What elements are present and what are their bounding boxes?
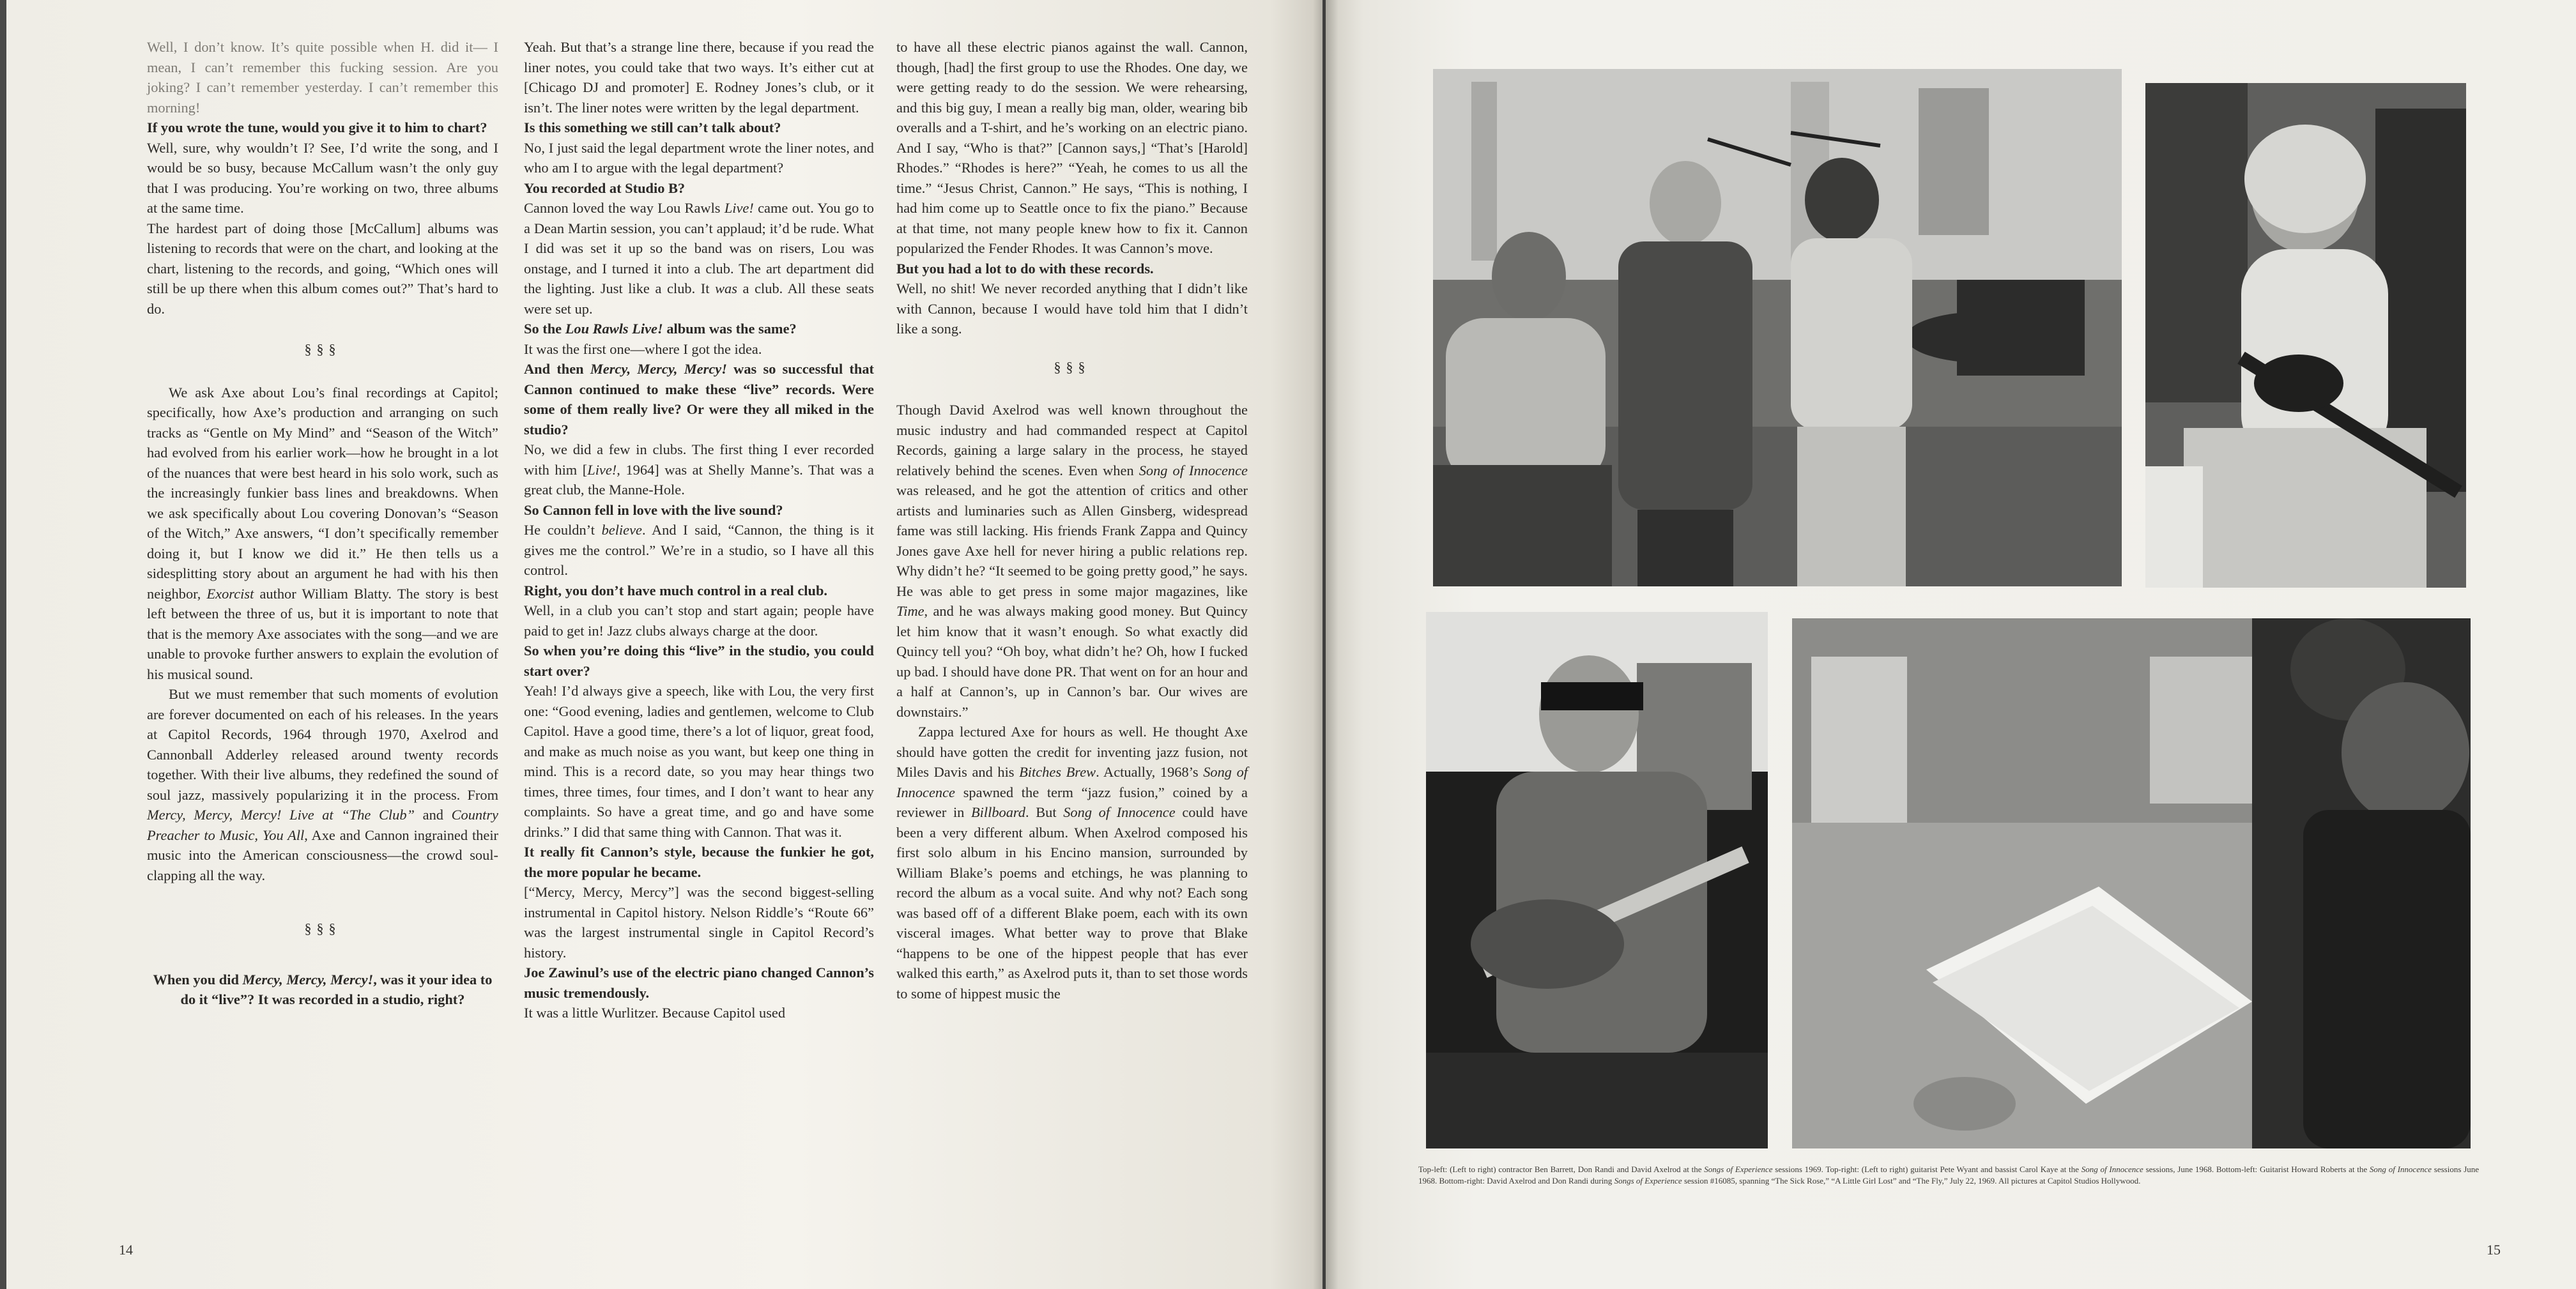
left-page (6, 0, 1322, 1289)
page-number: 15 (2487, 1242, 2501, 1258)
studio-photo-top-right (2145, 83, 2466, 588)
question-text: Joe Zawinul’s use of the electric piano changed Cannon’s music tremendously. (524, 965, 874, 1001)
studio-photo-bottom-left (1426, 612, 1768, 1148)
answer-text: to have all these electric pianos against the wall. Cannon, though, [had] the first group to use the Rhodes. One day, we were getting ready to do the session. We were rehearsing, and this big guy, I mean a really big man, older, wearing bib overalls and a T-shirt, and he’s working on an electric piano. And I say, “Who is that?” [Cannon says,] “That’s [Harold] Rhodes.” “Rhodes is here?” “Yeah, he comes to us all the time.” “Jesus Christ, Cannon.” He says, “This is nothing, I had him come up to Seattle once to fix the piano.” Because at that time, not many people knew how to fix it. Cannon popularized the Fender Rhodes. It was Cannon’s move. (896, 39, 1248, 256)
body-paragraph: Though David Axelrod was well known throughout the music industry and had commanded respect at Capitol Records, gaining a large salary in the process, he stayed relatively behind the scenes. Even when Song of Innocence was released, and he got the attention of critics and other artists and luminaries such as Allen Ginsberg, widespread fame was still lacking. His friends Frank Zappa and Quincy Jones gave Axe hell for never hiring a public relations rep. Why didn’t he? “It seemed to be going pretty good,” he says. He was able to get press in some major magazines, like Time, and he was always making good money. But Quincy let him know that it wasn’t enough. So what exactly did Quincy tell you? “Oh boy, what didn’t he? Oh, how I fucked up bad. I should have done PR. That went on for an hour and a half at Cannon’s, up in Cannon’s bar. Our wives are downstairs.” (896, 402, 1248, 720)
answer-text: No, we did a few in clubs. The first thing I ever recorded with him [Live!, 1964] was at Shelly Manne’s. That was a great club, the Manne-Hole. (524, 441, 874, 498)
question-text: Right, you don’t have much control in a real club. (524, 582, 828, 599)
answer-text: Well, no shit! We never recorded anything that I didn’t like with Cannon, because I would have told him that I didn’t like a song. (896, 280, 1248, 337)
question-text: But you had a lot to do with these records. (896, 260, 1154, 277)
answer-text: [“Mercy, Mercy, Mercy”] was the second biggest-selling instrumental in Capitol history. Nelson Riddle’s “Route 66” was the largest instrumental single in Capitol Record’s history. (524, 884, 874, 961)
book-gutter (1313, 0, 1338, 1289)
studio-photo-top-left (1433, 69, 2122, 586)
answer-text: Cannon loved the way Lou Rawls Live! came out. You go to a Dean Martin session, you can’t applaud; it’d be rude. What I did was set it up so the band was on risers, Lou was onstage, and I turned it into a club. The art department did the lighting. Just like a club. It was a club. All these seats were set up. (524, 200, 874, 317)
section-separator: §§§ (1054, 358, 1091, 375)
answer-text: No, I just said the legal department wrote the liner notes, and who am I to argue with the legal department? (524, 139, 874, 176)
text-column-3 (896, 37, 1248, 1003)
answer-text: Well, I don’t know. It’s quite possible when H. did it— I mean, I can’t remember this fucking session. Are you joking? I can’t remember yesterday. I can’t remember this morning! (147, 39, 498, 116)
question-text: You recorded at Studio B? (524, 179, 686, 196)
question-text: Is this something we still can’t talk about? (524, 119, 781, 135)
page-number: 14 (119, 1242, 133, 1258)
answer-text: The hardest part of doing those [McCallum] albums was listening to records that were on the chart, and looking at the chart, listening to the records, and going, “Which ones will still be up there when this album comes out?” That’s hard to do. (147, 220, 498, 317)
answer-text: It was a little Wurlitzer. Because Capitol used (524, 1005, 786, 1021)
studio-photo-bottom-right (1792, 618, 2471, 1148)
body-paragraph: We ask Axe about Lou’s final recordings at Capitol; specifically, how Axe’s production and arranging on such tracks as “Gentle on My Mind” and “Season of the Witch” had evolved from his earlier work—how he brought in a lot of the nuances that were best heard in his solo work, such as the increasingly funkier bass lines and breakdowns. When we ask specifically about Lou covering Donovan’s “Season of the Witch,” Axe answers, “I don’t specifically remember doing it, but I know we did it.” He then tells us a sidesplitting story about an argument he had with his then neighbor, Exorcist author William Blatty. The story is best left between the three of us, but it is important to note that that is the memory Axe associates with the song—and we are unable to provoke further answers to explain the evolution of his musical sound. (147, 384, 498, 682)
question-text: So Cannon fell in love with the live sound? (524, 501, 783, 518)
photo-caption: Top-left: (Left to right) contractor Ben Barrett, Don Randi and David Axelrod at the Songs of Experience sessions 1969. Top-right: (Left to right) guitarist Pete Wyant and bassist Carol Kaye at the Song of Innocence sessions, June 1968. Bottom-left: Guitarist Howard Roberts at the Song of Innocence sessions June 1968. Bottom-right: David Axelrod and Don Randi during Songs of Experience session #16085, spanning “The Sick Rose,” “A Little Girl Lost” and “The Fly,” July 22, 1969. All pictures at Capitol Studios Hollywood. (1418, 1164, 2480, 1186)
text-column-1 (147, 37, 498, 1010)
section-separator: §§§ (304, 920, 341, 936)
section-separator: §§§ (304, 341, 341, 357)
answer-text: Well, in a club you can’t stop and start again; people have paid to get in! Jazz clubs always charge at the door. (524, 602, 874, 639)
question-text: If you wrote the tune, would you give it to him to chart? (147, 119, 487, 135)
text-column-2 (524, 37, 874, 1023)
question-text: It really fit Cannon’s style, because the funkier he got, the more popular he became. (524, 844, 874, 880)
question-text: And then Mercy, Mercy, Mercy! was so successful that Cannon continued to make these “live” records. Were some of them really live? Or were they all miked in the studio? (524, 361, 874, 438)
question-text: So when you’re doing this “live” in the studio, you could start over? (524, 643, 874, 679)
answer-text: Well, sure, why wouldn’t I? See, I’d write the song, and I would be so busy, because McCallum wasn’t the only guy that I was producing. You’re working on two, three albums at the same time. (147, 139, 498, 216)
answer-text: Yeah! I’d always give a speech, like with Lou, the very first one: “Good evening, ladies and gentlemen, welcome to Club Capitol. Have a good time, there’s a lot of liquor, great food, and make as much noise as you want, but keep one thing in mind. This is a record date, so you may hear things two times, three times, four times, and I don’t want to hear any complaints. So have a great time, and go and have some drinks.” I did that same thing with Cannon. That was it. (524, 683, 874, 840)
answer-text: He couldn’t believe. And I said, “Cannon, the thing is it gives me the control.” We’re in a studio, so I have all this control. (524, 522, 874, 578)
body-paragraph: Zappa lectured Axe for hours as well. He thought Axe should have gotten the credit for inventing jazz fusion, not Miles Davis and his Bitches Brew. Actually, 1968’s Song of Innocence spawned the term “jazz fusion,” coined by a reviewer in Billboard. But Song of Innocence could have been a very different album. When Axelrod composed his first solo album in his Encino mansion, surrounded by William Blake’s poems and etchings, he was planning to record the album as a vocal suite. And why not? Each song was based off of a different Blake poem, each with its own visceral images. What better way to prove that Blake “happens to be one of the hippest people that has ever walked this earth,” as Axelrod puts it, than to set those words to some of hippest music the (896, 724, 1248, 1002)
question-text: When you did Mercy, Mercy, Mercy!, was it your idea to do it “live”? It was recorded in a studio, right? (153, 971, 493, 1007)
body-paragraph: But we must remember that such moments of evolution are forever documented on each of his releases. In the years at Capitol Records, 1964 through 1970, Axelrod and Cannonball Adderley released around twenty records together. With their live albums, they redefined the sound of soul jazz, massively popularizing it in the process. From Mercy, Mercy, Mercy! Live at “The Club” and Country Preacher to Music, You All, Axe and Cannon ingrained their music into the American consciousness—the crowd soul-clapping all the way. (147, 686, 498, 883)
question-text: So the Lou Rawls Live! album was the same? (524, 321, 797, 337)
answer-text: Yeah. But that’s a strange line there, because if you read the liner notes, you could take that two ways. It’s either cut at [Chicago DJ and promoter] E. Rodney Jones’s club, or it isn’t. The liner notes were written by the legal department. (524, 39, 874, 116)
answer-text: It was the first one—where I got the idea. (524, 340, 762, 357)
